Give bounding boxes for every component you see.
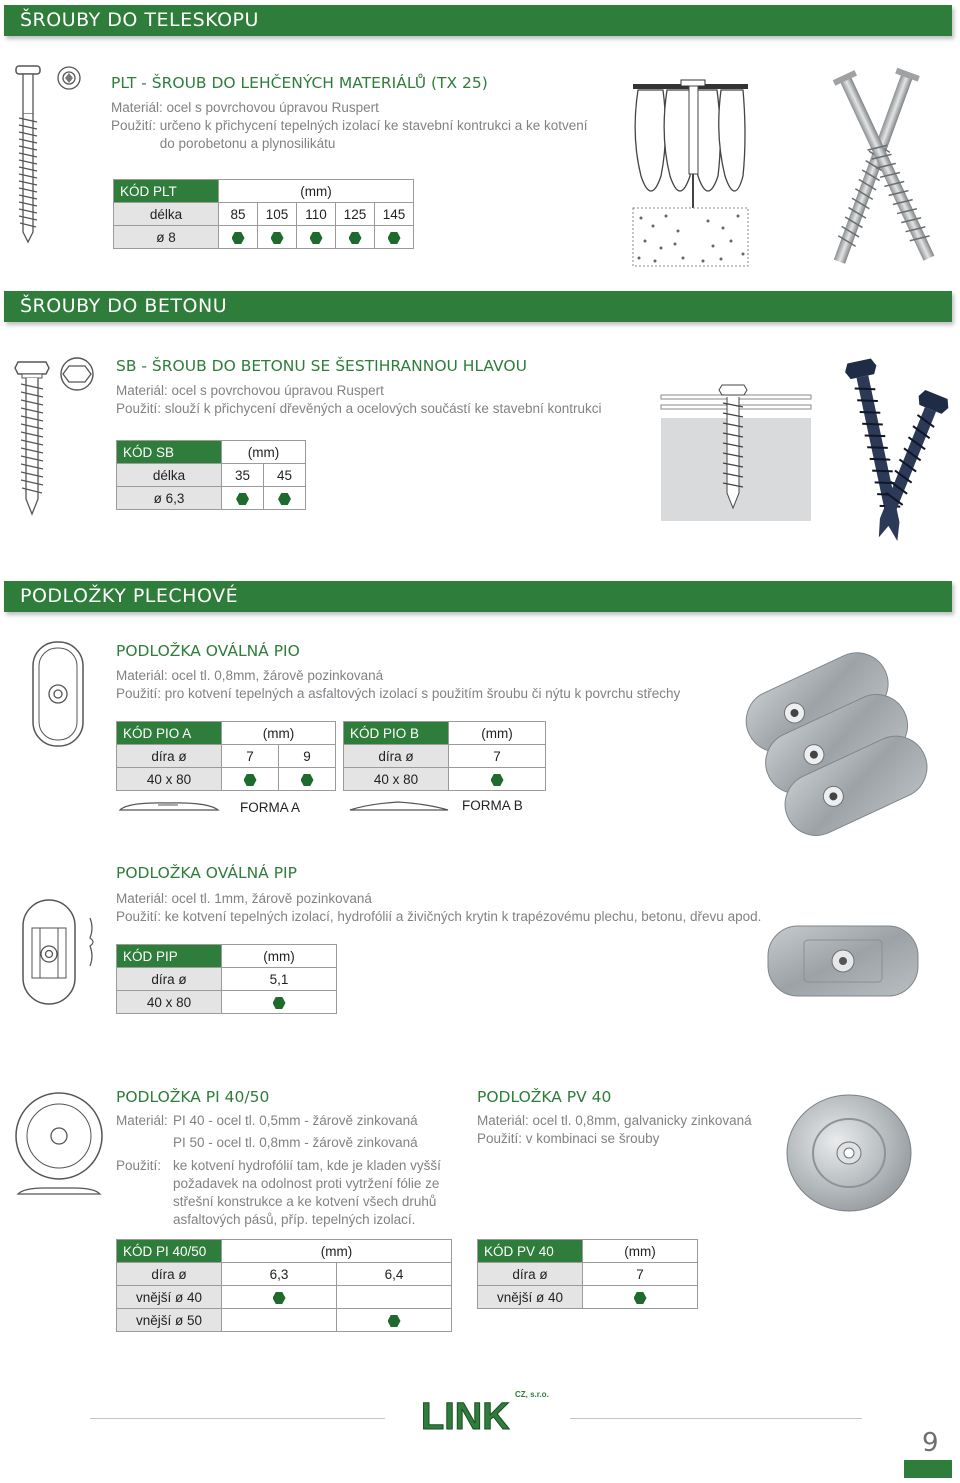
- link-logo: [415, 1383, 549, 1443]
- section-header-beton: [4, 291, 952, 322]
- pip-info: [116, 890, 816, 926]
- page-number-box: [904, 1422, 952, 1478]
- availability-hex-icon: [491, 774, 504, 786]
- row-label-size: 40 x 80: [117, 768, 222, 791]
- pio-washers-photo: [752, 655, 922, 835]
- length-cell: 145: [375, 203, 414, 226]
- plt-installation-diagram: [633, 76, 748, 268]
- forma-b-label: FORMA B: [462, 798, 523, 813]
- length-cell: 125: [336, 203, 375, 226]
- material-value: ocel s povrchovou úpravou Ruspert: [171, 383, 384, 398]
- plt-info: [111, 99, 631, 153]
- row-label-outer-40: vnější ø 40: [117, 1286, 222, 1309]
- row-label-size: 40 x 80: [117, 991, 222, 1014]
- material-label: Materiál:: [116, 383, 172, 398]
- row-label-hole: díra ø: [478, 1263, 583, 1286]
- hole-value: 6,3: [222, 1263, 337, 1286]
- material-label: Materiál:: [111, 100, 167, 115]
- table-code: KÓD PIP: [117, 945, 222, 968]
- pv-info: [477, 1112, 777, 1148]
- hole-value: 7: [222, 745, 279, 768]
- logo-subtext: CZ, s.r.o.: [515, 1390, 549, 1399]
- availability-hex-icon: [273, 997, 286, 1009]
- material-value-2: PI 50 - ocel tl. 0,8mm - žárově zinkovaná: [173, 1135, 418, 1150]
- hole-value: 7: [449, 745, 546, 768]
- hole-value: 9: [279, 745, 336, 768]
- availability-hex-icon: [388, 1315, 401, 1327]
- usage-value: pro kotvení tepelných a asfaltových izolací s použitím šroubu či nýtu k povrchu střechy: [164, 686, 681, 701]
- pv-table: [477, 1239, 698, 1309]
- availability-hex-icon: [278, 493, 291, 505]
- plt-table: [113, 179, 414, 249]
- availability-hex-icon: [349, 232, 362, 244]
- table-unit: (mm): [222, 945, 337, 968]
- row-label-diameter: ø 6,3: [117, 487, 222, 510]
- sb-table: [116, 440, 306, 510]
- section-title: PODLOŽKY PLECHOVÉ: [20, 585, 239, 607]
- plt-screw-drawing: [12, 62, 92, 247]
- row-label-outer-40: vnější ø 40: [478, 1286, 583, 1309]
- page-number-bar: [904, 1460, 952, 1478]
- usage-label: Použití:: [116, 1158, 165, 1173]
- availability-hex-icon: [388, 232, 401, 244]
- plt-title: PLT - ŠROUB DO LEHČENÝCH MATERIÁLŮ (TX 25): [111, 74, 488, 92]
- forma-b-profile: [348, 800, 453, 814]
- usage-label: Použití:: [111, 118, 160, 133]
- availability-hex-icon: [310, 232, 323, 244]
- pv-title: PODLOŽKA PV 40: [477, 1088, 612, 1106]
- usage-value: v kombinaci se šrouby: [525, 1131, 660, 1146]
- material-label: Materiál:: [116, 891, 172, 906]
- table-code: KÓD PV 40: [478, 1240, 583, 1263]
- pi-table: [116, 1239, 452, 1332]
- section-header-podlozky: [4, 581, 952, 612]
- material-value: ocel tl. 0,8mm, žárově pozinkovaná: [171, 668, 384, 683]
- sb-info: [116, 382, 656, 418]
- sb-title: SB - ŠROUB DO BETONU SE ŠESTIHRANNOU HLAVOU: [116, 357, 527, 375]
- table-unit: (mm): [222, 441, 306, 464]
- material-label: Materiál:: [116, 668, 172, 683]
- usage-label: Použití:: [116, 909, 165, 924]
- pi-info: [116, 1112, 476, 1229]
- pip-drawing: [18, 898, 100, 1008]
- row-label-hole: díra ø: [117, 968, 222, 991]
- table-unit: (mm): [219, 180, 414, 203]
- usage-label: Použití:: [116, 401, 165, 416]
- pv-washer-photo: [785, 1093, 915, 1215]
- table-unit: (mm): [449, 722, 546, 745]
- table-unit: (mm): [583, 1240, 698, 1263]
- material-value: PI 40 - ocel tl. 0,5mm - žárově zinkovaná: [173, 1113, 418, 1128]
- table-code: KÓD PLT: [114, 180, 219, 203]
- availability-hex-icon: [232, 232, 245, 244]
- availability-hex-icon: [236, 493, 249, 505]
- sb-screws-photo: [838, 355, 940, 550]
- forma-a-profile: [118, 800, 223, 814]
- length-cell: 85: [219, 203, 258, 226]
- row-label-size: 40 x 80: [344, 768, 449, 791]
- usage-value: slouží k přichycení dřevěných a ocelových součástí ke stavební kontrukci: [164, 401, 602, 416]
- length-cell: 105: [258, 203, 297, 226]
- material-value: ocel tl. 1mm, žárově pozinkovaná: [171, 891, 372, 906]
- forma-a-label: FORMA A: [240, 800, 301, 815]
- usage-label: Použití:: [477, 1131, 526, 1146]
- section-title: ŠROUBY DO TELESKOPU: [20, 9, 259, 31]
- row-label-hole: díra ø: [344, 745, 449, 768]
- footer-divider-right: [570, 1418, 862, 1419]
- table-code: KÓD PIO A: [117, 722, 222, 745]
- page-number: 9: [922, 1428, 939, 1458]
- pio-a-table: [116, 721, 336, 791]
- table-code: KÓD PIO B: [344, 722, 449, 745]
- table-code: KÓD PI 40/50: [117, 1240, 222, 1263]
- pio-info: [116, 667, 756, 703]
- section-header-teleskop: [4, 5, 952, 36]
- footer-divider-left: [90, 1418, 385, 1419]
- pio-drawing: [28, 640, 98, 750]
- availability-hex-icon: [273, 1292, 286, 1304]
- usage-value: určeno k přichycení tepelných izolací ke stavební kontrukci a ke kotvení do porobetonu a plynosilikátu: [159, 118, 588, 151]
- length-cell: 45: [264, 464, 306, 487]
- section-title: ŠROUBY DO BETONU: [20, 295, 228, 317]
- availability-hex-icon: [301, 774, 314, 786]
- availability-hex-icon: [634, 1292, 647, 1304]
- sb-installation-diagram: [661, 383, 811, 521]
- row-label-delka: délka: [114, 203, 219, 226]
- table-code: KÓD SB: [117, 441, 222, 464]
- pio-b-table: [343, 721, 546, 791]
- usage-value: ke kotvení tepelných izolací, hydrofólií a živičných krytin k trapézovému plechu, betonu, dřevu apod.: [164, 909, 762, 924]
- availability-hex-icon: [271, 232, 284, 244]
- pip-title: PODLOŽKA OVÁLNÁ PIP: [116, 864, 297, 882]
- material-label: Materiál:: [116, 1113, 172, 1128]
- availability-hex-icon: [244, 774, 257, 786]
- row-label-delka: délka: [117, 464, 222, 487]
- row-label-hole: díra ø: [117, 745, 222, 768]
- material-label: Materiál:: [477, 1113, 533, 1128]
- hole-value: 5,1: [222, 968, 337, 991]
- length-cell: 35: [222, 464, 264, 487]
- length-cell: 110: [297, 203, 336, 226]
- material-value: ocel s povrchovou úpravou Ruspert: [166, 100, 379, 115]
- usage-label: Použití:: [116, 686, 165, 701]
- logo-text: LINK: [421, 1396, 510, 1438]
- pio-title: PODLOŽKA OVÁLNÁ PIO: [116, 642, 300, 660]
- pip-washer-photo: [764, 922, 922, 1000]
- material-value: ocel tl. 0,8mm, galvanicky zinkovaná: [532, 1113, 752, 1128]
- hole-value: 7: [583, 1263, 698, 1286]
- row-label-hole: díra ø: [117, 1263, 222, 1286]
- sb-screw-drawing: [12, 354, 100, 519]
- row-label-outer-50: vnější ø 50: [117, 1309, 222, 1332]
- table-unit: (mm): [222, 722, 336, 745]
- table-unit: (mm): [222, 1240, 452, 1263]
- usage-value: ke kotvení hydrofólií tam, kde je kladen vyšší požadavek na odolnost proti vytržení fólie ze střešní konstrukce a ke kotvení všech druhů asfaltových pásů, příp. tepelných izolací.: [173, 1158, 441, 1227]
- row-label-diameter: ø 8: [114, 226, 219, 249]
- plt-screws-photo: [815, 64, 940, 274]
- pi-drawing: [14, 1088, 106, 1200]
- hole-value: 6,4: [337, 1263, 452, 1286]
- pi-title: PODLOŽKA PI 40/50: [116, 1088, 270, 1106]
- pip-table: [116, 944, 337, 1014]
